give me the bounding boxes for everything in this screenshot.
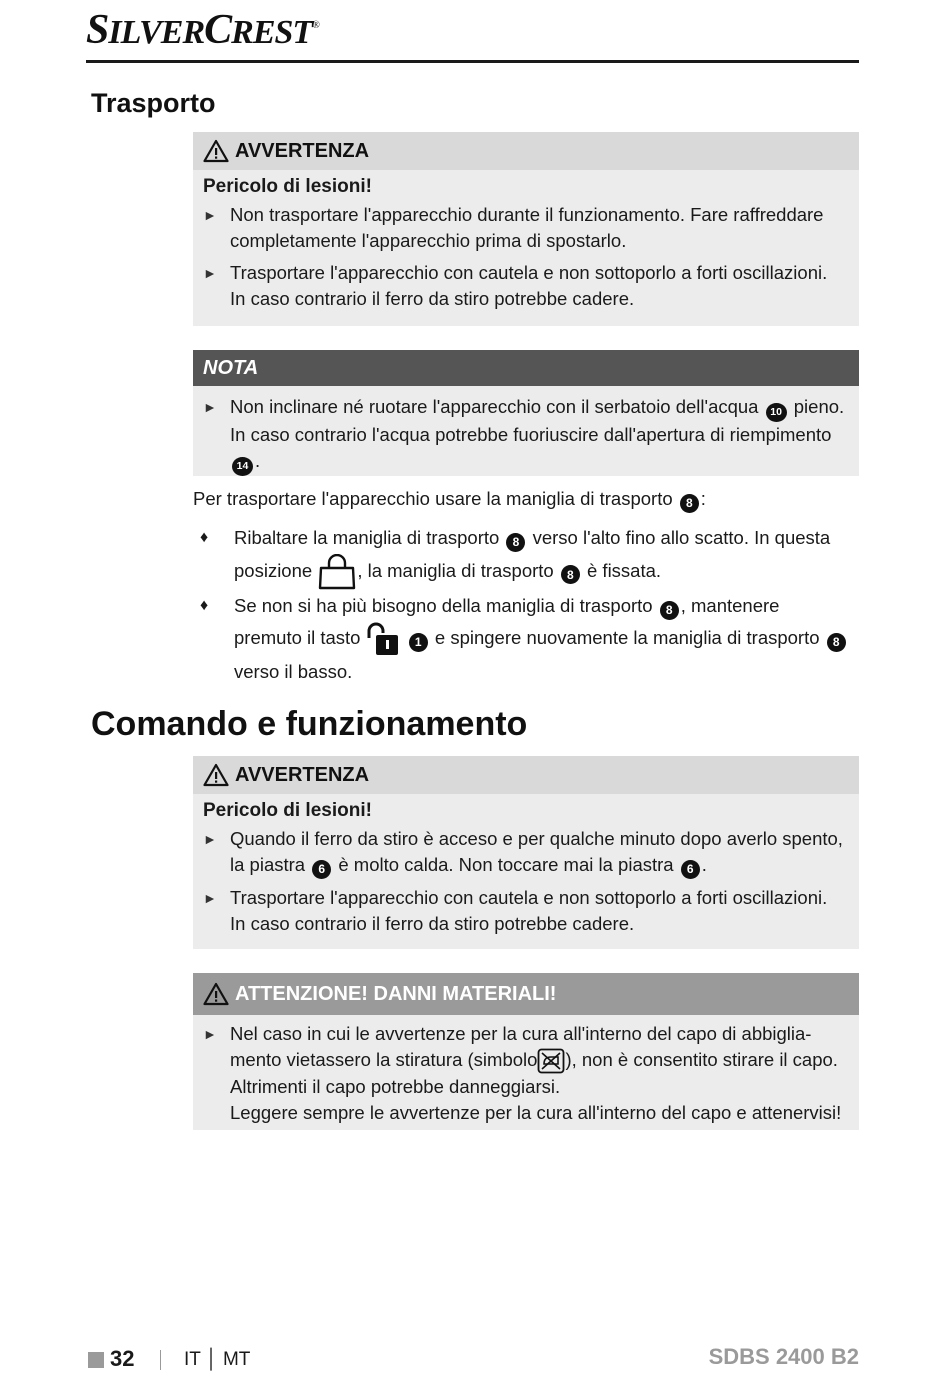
- ref-number-8: 8: [680, 494, 699, 513]
- ref-number-14: 14: [232, 457, 253, 476]
- warning-heading: AVVERTENZA: [193, 132, 859, 170]
- warning-heading: AVVERTENZA: [193, 756, 859, 794]
- attention-item: ► Nel caso in cui le avvertenze per la cura all'interno del capo di abbiglia-mento vietassero la stiratura (simbolo ), non è consentito stirare il capo. Altrimenti il capo potrebbe danneggiarsi. Leggere sempre le avvertenze per la cura all'interno del capo e attenervisi!: [203, 1023, 842, 1124]
- note-item: ► Non inclinare né ruotare l'apparecchio con il serbatoio dell'acqua 10 pieno. In caso contrario l'acqua potrebbe fuoriuscire dall'apertura di riempimento 14 .: [193, 394, 859, 476]
- transport-intro: Per trasportare l'apparecchio usare la maniglia di trasporto 8 :: [193, 486, 706, 513]
- diamond-bullet-icon: ♦: [200, 529, 209, 546]
- warning-item: ► Trasportare l'apparecchio con cautela e non sottoporlo a forti oscillazioni. In caso contrario il ferro da stiro potrebbe cadere.: [203, 886, 828, 934]
- page-header: [86, 4, 859, 63]
- page-number: 32: [110, 1346, 135, 1371]
- brand-logo: SILVERCREST®: [86, 7, 319, 53]
- warning-triangle-icon: [203, 139, 229, 163]
- bullet-item-release-handle: ♦ Se non si ha più bisogno della maniglia di trasporto 8 , mantenere premuto il tasto 1 e spingere nuovamente la maniglia di trasporto 8 verso il basso.: [200, 590, 850, 688]
- ref-number-10: 10: [766, 403, 787, 422]
- warning-item: ► Quando il ferro da stiro è acceso e per qualche minuto dopo averlo spento, la piastra 6 è molto calda. Non toccare mai la piastra 6 .: [193, 826, 859, 879]
- attention-box: [193, 973, 859, 1130]
- diamond-bullet-icon: ♦: [200, 597, 209, 614]
- warning-subheading: Pericolo di lesioni!: [203, 800, 372, 821]
- arrow-bullet-icon: ►: [203, 207, 217, 223]
- ref-number-8: 8: [506, 533, 525, 552]
- arrow-bullet-icon: ►: [203, 831, 217, 847]
- warning-box-operation: [193, 756, 859, 949]
- lock-open-button-icon: [366, 622, 402, 656]
- page-footer: [86, 1344, 859, 1374]
- ref-number-6: 6: [681, 860, 700, 879]
- arrow-bullet-icon: ►: [203, 265, 217, 281]
- warning-item: ► Non trasportare l'apparecchio durante il funzionamento. Fare raffreddare completamente l'apparecchio prima di spostarlo.: [203, 204, 824, 251]
- arrow-bullet-icon: ►: [203, 399, 217, 415]
- model-number: SDBS 2400 B2: [708, 1344, 859, 1369]
- ref-number-8: 8: [827, 633, 846, 652]
- note-heading: NOTA: [193, 350, 859, 386]
- arrow-bullet-icon: ►: [203, 889, 217, 906]
- no-ironing-symbol-icon: [537, 1048, 565, 1074]
- note-box: [193, 350, 859, 476]
- warning-item: ► Trasportare l'apparecchio con cautela e non sottoporlo a forti oscillazioni. In caso contrario il ferro da stiro potrebbe cadere.: [203, 262, 828, 309]
- warning-subheading: Pericolo di lesioni!: [203, 176, 372, 197]
- language-codes: IT │ MT: [184, 1349, 251, 1370]
- section-title-transport: Trasporto: [91, 88, 216, 118]
- attention-heading: ATTENZIONE! DANNI MATERIALI!: [193, 973, 859, 1015]
- warning-triangle-icon: [203, 982, 229, 1006]
- ref-number-8: 8: [660, 601, 679, 620]
- lock-closed-icon: [317, 554, 357, 590]
- bullet-item-lock-handle: ♦ Ribaltare la maniglia di trasporto 8 verso l'alto fino allo scatto. In questa posizione , la maniglia di trasporto 8 è fissata.: [200, 522, 850, 590]
- footer-divider: [160, 1350, 161, 1370]
- ref-number-8: 8: [561, 565, 580, 584]
- ref-number-6: 6: [312, 860, 331, 879]
- warning-triangle-icon: [203, 763, 229, 787]
- warning-box-transport: [193, 132, 859, 326]
- section-title-operation: Comando e funzionamento: [91, 705, 528, 743]
- footer-square-icon: [88, 1352, 104, 1368]
- ref-number-1: 1: [409, 633, 428, 652]
- arrow-bullet-icon: ►: [203, 1026, 217, 1042]
